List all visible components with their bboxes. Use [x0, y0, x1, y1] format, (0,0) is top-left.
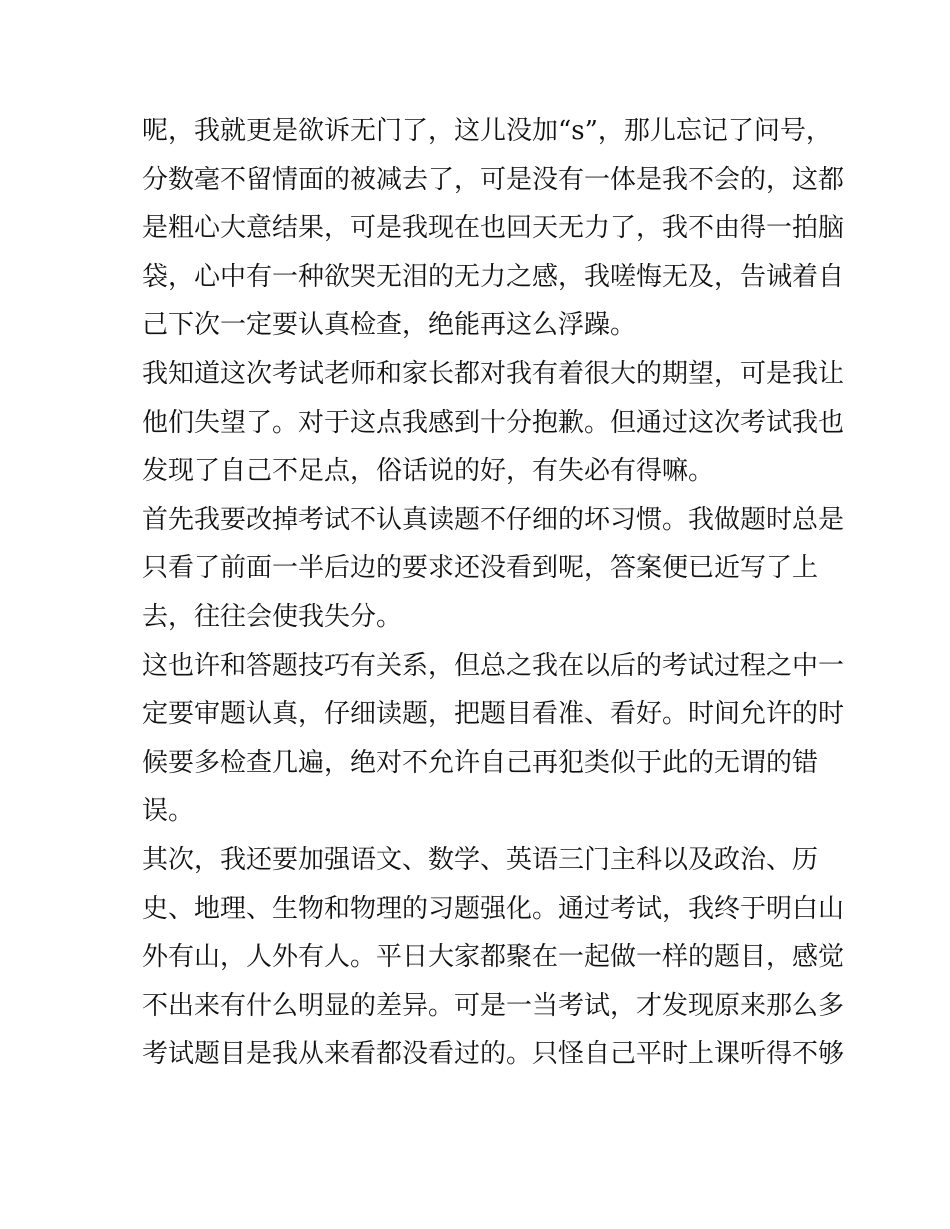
text-line: 误。	[142, 796, 195, 827]
text-line: 史、地理、生物和物理的习题强化。通过考试，我终于明白山	[142, 893, 845, 924]
text-line: 己下次一定要认真检查，绝能再这么浮躁。	[142, 310, 637, 341]
text-line: 首先我要改掉考试不认真读题不仔细的坏习惯。我做题时总是	[142, 504, 845, 535]
text-line: 袋，心中有一种欲哭无泪的无力之感，我嗟悔无及，告诫着自	[142, 261, 845, 292]
text-line: 其次，我还要加强语文、数学、英语三门主科以及政治、历	[142, 844, 819, 875]
text-line: 外有山，人外有人。平日大家都聚在一起做一样的题目，感觉	[142, 942, 845, 973]
text-line: 我知道这次考试老师和家长都对我有着很大的期望，可是我让	[142, 358, 845, 389]
text-line: 去，往往会使我失分。	[142, 601, 403, 632]
text-line: 候要多检查几遍，绝对不允许自己再犯类似于此的无谓的错	[142, 747, 819, 778]
text-line: 不出来有什么明显的差异。可是一当考试，才发现原来那么多	[142, 990, 845, 1021]
text-line: 考试题目是我从来看都没看过的。只怪自己平时上课听得不够	[142, 1039, 845, 1070]
text-line: 这也许和答题技巧有关系，但总之我在以后的考试过程之中一	[142, 650, 845, 681]
text-line: 是粗心大意结果，可是我现在也回天无力了，我不由得一拍脑	[142, 213, 845, 244]
text-line: 分数毫不留情面的被减去了，可是没有一体是我不会的，这都	[142, 164, 845, 195]
text-line: 呢，我就更是欲诉无门了，这儿没加“s”，那儿忘记了问号，	[142, 116, 832, 146]
text-line: 他们失望了。对于这点我感到十分抱歉。但通过这次考试我也	[142, 407, 845, 438]
text-line: 只看了前面一半后边的要求还没看到呢，答案便已近写了上	[142, 553, 819, 584]
body-text	[142, 107, 845, 1079]
text-line: 发现了自己不足点，俗话说的好，有失必有得嘛。	[142, 456, 715, 487]
text-line: 定要审题认真，仔细读题，把题目看准、看好。时间允许的时	[142, 699, 845, 730]
